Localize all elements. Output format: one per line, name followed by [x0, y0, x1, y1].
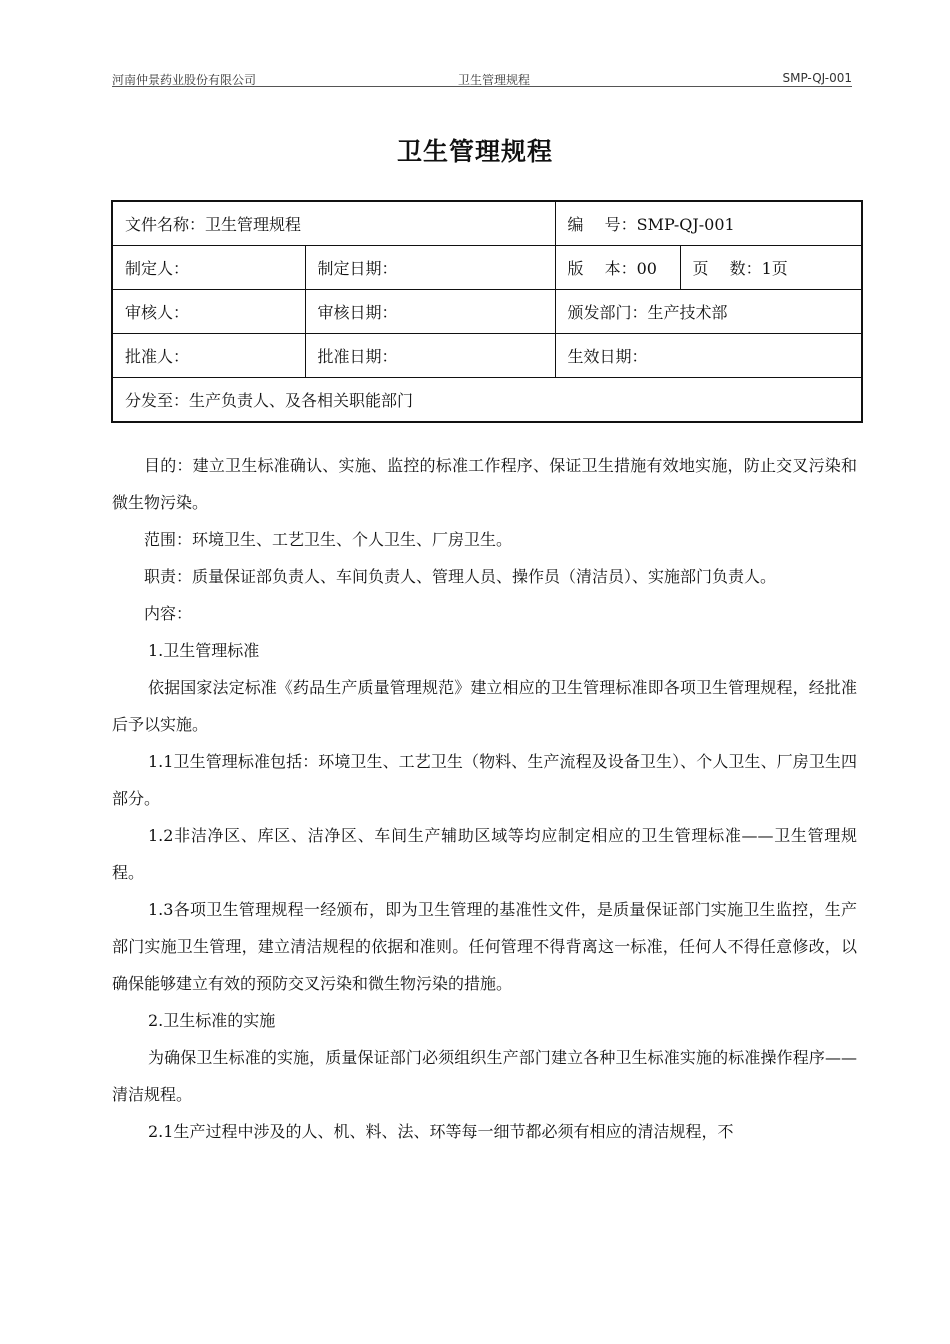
content-label: 内容：	[144, 604, 193, 623]
table-row	[112, 334, 862, 378]
author-date-cell: 制定日期：	[305, 246, 555, 290]
author-cell: 制定人：	[112, 246, 305, 290]
pages-cell: 页 数：1页	[680, 246, 862, 290]
section-1-3: 1.3各项卫生管理规程一经颁布，即为卫生管理的基准性文件，是质量保证部门实施卫生监控，生产部门实施卫生管理，建立清洁规程的依据和准则。任何管理不得背离这一标准，任何人不得任意修改，以确保能够建立有效的预防交叉污染和微生物污染的措施。	[112, 900, 857, 993]
section-1-text: 依据国家法定标准《药品生产质量管理规范》建立相应的卫生管理标准即各项卫生管理规程，经批准后予以实施。	[112, 678, 857, 734]
header-doc-name: 卫生管理规程	[458, 73, 531, 87]
scope-paragraph: 范围：环境卫生、工艺卫生、个人卫生、厂房卫生。	[144, 530, 513, 549]
purpose-paragraph: 目的：建立卫生标准确认、实施、监控的标准工作程序、保证卫生措施有效地实施，防止交叉污染和微生物污染。	[112, 456, 857, 512]
review-date-cell: 审核日期：	[305, 290, 555, 334]
header-doc-code: SMP-QJ-001	[782, 71, 852, 85]
section-1-2: 1.2非洁净区、库区、洁净区、车间生产辅助区域等均应制定相应的卫生管理标准——卫生管理规程。	[112, 826, 857, 882]
table-row	[112, 246, 862, 290]
document-body	[112, 447, 857, 1150]
approve-date-cell: 批准日期：	[305, 334, 555, 378]
version-cell: 版 本：00	[555, 246, 680, 290]
section-2-text: 为确保卫生标准的实施，质量保证部门必须组织生产部门建立各种卫生标准实施的标准操作程序——清洁规程。	[112, 1048, 857, 1104]
document-title: 卫生管理规程	[396, 137, 553, 166]
document-info-table	[111, 200, 863, 423]
distribution-cell: 分发至：生产负责人、及各相关职能部门	[112, 378, 862, 423]
reviewer-cell: 审核人：	[112, 290, 305, 334]
responsibility-paragraph: 职责：质量保证部负责人、车间负责人、管理人员、操作员（清洁员）、实施部门负责人。	[144, 567, 777, 586]
table-row	[112, 378, 862, 423]
section-1-1: 1.1卫生管理标准包括：环境卫生、工艺卫生（物料、生产流程及设备卫生）、个人卫生、厂房卫生四部分。	[112, 752, 857, 808]
table-row	[112, 290, 862, 334]
effective-date-cell: 生效日期：	[555, 334, 862, 378]
file-name-cell: 文件名称：卫生管理规程	[112, 201, 555, 246]
section-1-heading: 1.卫生管理标准	[148, 641, 260, 660]
approver-cell: 批准人：	[112, 334, 305, 378]
section-2-1: 2.1生产过程中涉及的人、机、料、法、环等每一细节都必须有相应的清洁规程，不	[148, 1122, 734, 1141]
page-header	[112, 68, 852, 87]
doc-code-cell: 编 号：SMP-QJ-001	[555, 201, 862, 246]
issuing-dept-cell: 颁发部门：生产技术部	[555, 290, 862, 334]
header-company: 河南仲景药业股份有限公司	[112, 73, 257, 87]
table-row	[112, 201, 862, 246]
section-2-heading: 2.卫生标准的实施	[148, 1011, 276, 1030]
